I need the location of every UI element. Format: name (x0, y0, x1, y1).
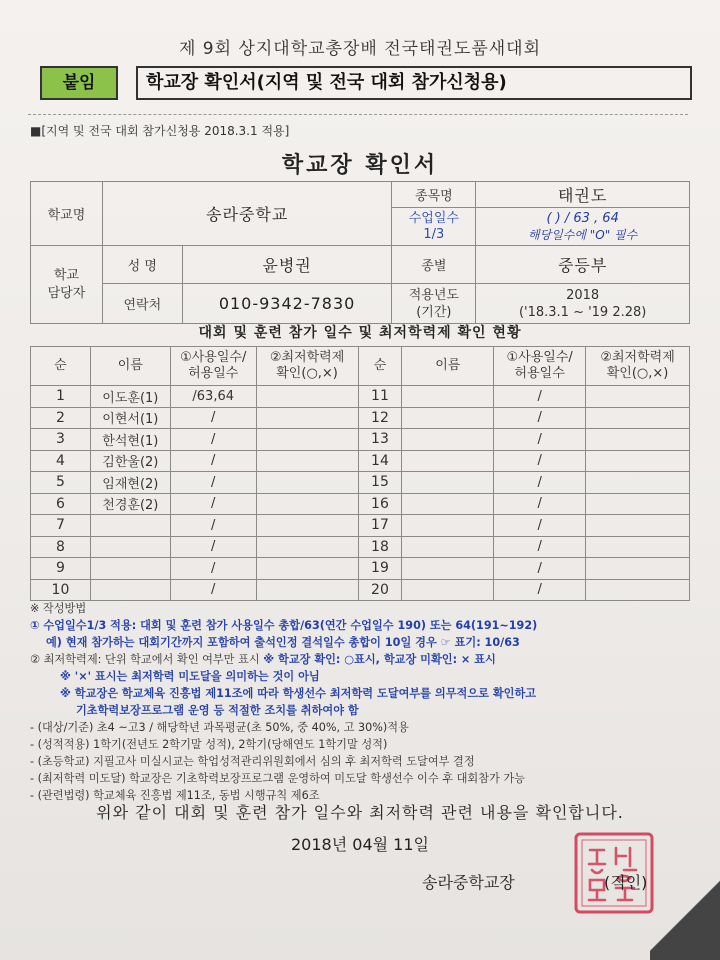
row-name (90, 515, 170, 537)
event-title: 제 9회 상지대학교총장배 전국태권도품새대회 (178, 39, 542, 59)
header-no-right: 순 (358, 347, 402, 386)
divider (28, 114, 688, 115)
days-value: ( ) / 63 , 64 (546, 210, 619, 226)
header-used-days-right-line1: ①사용일수/ (506, 350, 573, 365)
table-row (31, 450, 690, 472)
issue-date: 2018년 04월 11일 (291, 835, 429, 854)
row-no: 20 (358, 579, 402, 601)
note-8: - (최저학력 미도달) 학교장은 기초학력보장프로그램 운영하여 미도달 학생선수 이수 후 대회참가 가능 (30, 772, 525, 785)
row-name: 이현서(1) (90, 407, 170, 429)
contact-label-line2: 담당자 (47, 285, 86, 301)
row-days: / (170, 450, 256, 472)
header-min-academic-line2: 확인(○,×) (276, 366, 338, 381)
row-days: / (170, 558, 256, 580)
row-days: / (494, 407, 586, 429)
row-days: / (494, 579, 586, 601)
info-table (30, 181, 690, 324)
row-name (402, 536, 494, 558)
row-check (586, 407, 690, 429)
row-check (586, 536, 690, 558)
days-cell (476, 208, 690, 246)
attachment-badge: 붙임 (40, 66, 118, 100)
row-name: 천경훈(2) (90, 493, 170, 515)
category-value: 중등부 (476, 246, 690, 284)
attachment-title: 학교장 확인서(지역 및 전국 대회 참가신청용) (136, 66, 692, 100)
row-name (402, 515, 494, 537)
row-check (256, 407, 358, 429)
note-2b: ※ 학교장 확인: ○표시, 학교장 미확인: × 표시 (263, 653, 496, 666)
row-days: / (170, 579, 256, 601)
row-no: 11 (358, 386, 402, 408)
table-row (31, 579, 690, 601)
row-days: / (494, 450, 586, 472)
row-name: 이도훈(1) (90, 386, 170, 408)
row-no: 1 (31, 386, 91, 408)
row-no: 10 (31, 579, 91, 601)
school-label: 학교명 (31, 182, 103, 246)
row-name (402, 493, 494, 515)
header-no: 순 (31, 347, 91, 386)
row-check (256, 536, 358, 558)
row-check (586, 429, 690, 451)
note-9: - (관련법령) 학교체육 진흥법 제11조, 동법 시행규칙 제6조 (30, 789, 320, 802)
days-note: 해당일수에 "O" 필수 (528, 227, 638, 242)
year-cell (476, 284, 690, 324)
row-name (402, 386, 494, 408)
days-label-line2: 1/3 (423, 226, 445, 242)
row-days: / (494, 386, 586, 408)
event-value: 태권도 (476, 182, 690, 208)
row-days: / (170, 472, 256, 494)
row-days: / (494, 472, 586, 494)
form-note: ■[지역 및 전국 대회 참가신청용 2018.3.1 적용] (30, 124, 290, 138)
header-min-academic-right-line1: ②최저학력제 (600, 350, 675, 365)
row-name (402, 450, 494, 472)
row-days: / (494, 536, 586, 558)
row-days: / (170, 429, 256, 451)
days-label (392, 208, 476, 246)
note-2 (30, 651, 700, 668)
row-check (586, 386, 690, 408)
section-title: 대회 및 훈련 참가 일수 및 최저학력제 확인 현황 (198, 325, 522, 341)
row-check (586, 472, 690, 494)
row-no: 12 (358, 407, 402, 429)
row-no: 14 (358, 450, 402, 472)
contact-label (31, 246, 103, 324)
row-no: 18 (358, 536, 402, 558)
row-days: / (494, 515, 586, 537)
days-label-line1: 수업일수 (408, 210, 459, 226)
row-no: 3 (31, 429, 91, 451)
row-name (90, 536, 170, 558)
header-min-academic-right-line2: 확인(○,×) (606, 366, 669, 381)
background-shadow (650, 870, 720, 960)
row-no: 17 (358, 515, 402, 537)
note-2a: ② 최저학력제: 단위 학교에서 확인 여부만 표시 (30, 653, 264, 666)
row-name (90, 579, 170, 601)
seal-label: (직인) (604, 873, 648, 892)
row-check (256, 493, 358, 515)
row-check (256, 579, 358, 601)
confirmation-text: 위와 같이 대회 및 훈련 참가 일수와 최저학력 관련 내용을 확인합니다. (96, 803, 624, 822)
row-no: 13 (358, 429, 402, 451)
row-no: 2 (31, 407, 91, 429)
row-days: /63,64 (170, 386, 256, 408)
header-row (31, 347, 690, 386)
row-no: 4 (31, 450, 91, 472)
row-days: / (494, 493, 586, 515)
row-name (402, 558, 494, 580)
header-min-academic-line1: ②최저학력제 (269, 350, 345, 365)
row-check (256, 386, 358, 408)
note-5: - (대상/기준) 초4 ~고3 / 해당학년 과목평균(초 50%, 중 40%, 고 30%)적용 (30, 721, 409, 734)
table-row (31, 407, 690, 429)
row-name (402, 429, 494, 451)
table-row (31, 536, 690, 558)
note-1a: ① 수업일수1/3 적용: 대회 및 훈련 참가 사용일수 총합/63(연간 수업일수 190) 또는 64(191~192) (30, 619, 538, 632)
row-name: 김한울(2) (90, 450, 170, 472)
header-used-days-right-line2: 허용일수 (514, 366, 565, 381)
contact-label-line1: 학교 (53, 267, 79, 283)
row-no: 8 (31, 536, 91, 558)
table-row (31, 386, 690, 408)
row-days: / (170, 515, 256, 537)
header-name-right: 이름 (402, 347, 494, 386)
row-check (586, 515, 690, 537)
row-check (586, 450, 690, 472)
header-name: 이름 (90, 347, 170, 386)
table-row (31, 429, 690, 451)
year-label (392, 284, 476, 324)
row-days: / (494, 558, 586, 580)
table-row (31, 493, 690, 515)
header-used-days-line2: 허용일수 (188, 366, 239, 381)
note-1b: 예) 현재 참가하는 대회기간까지 포함하여 출석인정 결석일수 총합이 10일 경우 ☞ 표기: 10/63 (46, 636, 520, 649)
row-no: 19 (358, 558, 402, 580)
note-6: - (성적적용) 1학기(전년도 2학기말 성적), 2학기(당해연도 1학기말 성적) (30, 738, 388, 751)
row-name (90, 558, 170, 580)
document-title: 학교장 확인서 (281, 153, 439, 178)
row-check (256, 450, 358, 472)
row-no: 16 (358, 493, 402, 515)
record-table (30, 346, 690, 601)
principal-name: 송라중학교장 (422, 873, 515, 892)
row-days: / (170, 493, 256, 515)
phone-value: 010-9342-7830 (182, 284, 392, 324)
table-row (31, 515, 690, 537)
row-no: 7 (31, 515, 91, 537)
row-check (586, 493, 690, 515)
name-value: 윤병권 (182, 246, 392, 284)
row-name: 한석현(1) (90, 429, 170, 451)
row-days: / (170, 407, 256, 429)
year-label-line1: 적용년도 (408, 287, 459, 303)
note-3: ※ '×' 표시는 최저학력 미도달을 의미하는 것이 아님 (60, 670, 320, 683)
name-label: 성 명 (102, 246, 182, 284)
school-name: 송라중학교 (102, 182, 392, 246)
header-used-days-line1: ①사용일수/ (180, 350, 247, 365)
row-name (402, 472, 494, 494)
row-check (256, 515, 358, 537)
row-check (586, 579, 690, 601)
category-label: 종별 (392, 246, 476, 284)
row-no: 5 (31, 472, 91, 494)
header-used-days (170, 347, 256, 386)
period-value: ('18.3.1 ~ '19 2.28) (518, 304, 647, 320)
notes-heading: ※ 작성방법 (30, 602, 87, 615)
table-row (31, 558, 690, 580)
phone-label: 연락처 (102, 284, 182, 324)
header-min-academic (256, 347, 358, 386)
table-row (31, 472, 690, 494)
year-label-line2: (기간) (416, 304, 452, 320)
row-days: / (170, 536, 256, 558)
row-name (402, 579, 494, 601)
header-min-academic-right (586, 347, 690, 386)
note-4b: 기초학력보장프로그램 운영 등 적절한 조치를 취하여야 함 (76, 704, 359, 717)
event-label: 종목명 (392, 182, 476, 208)
row-check (256, 429, 358, 451)
note-7: - (초등학교) 지필고사 미실시교는 학업성적관리위원회에서 심의 후 최저학력 도달여부 결정 (30, 755, 475, 768)
instructions (30, 600, 700, 804)
row-no: 15 (358, 472, 402, 494)
year-value: 2018 (566, 287, 600, 303)
row-no: 6 (31, 493, 91, 515)
row-check (256, 558, 358, 580)
row-days: / (494, 429, 586, 451)
row-no: 9 (31, 558, 91, 580)
row-check (256, 472, 358, 494)
row-name: 임재현(2) (90, 472, 170, 494)
note-4a: ※ 학교장은 학교체육 진흥법 제11조에 따라 학생선수 최저학력 도달여부를 의무적으로 확인하고 (60, 687, 537, 700)
row-name (402, 407, 494, 429)
header-used-days-right (494, 347, 586, 386)
row-check (586, 558, 690, 580)
